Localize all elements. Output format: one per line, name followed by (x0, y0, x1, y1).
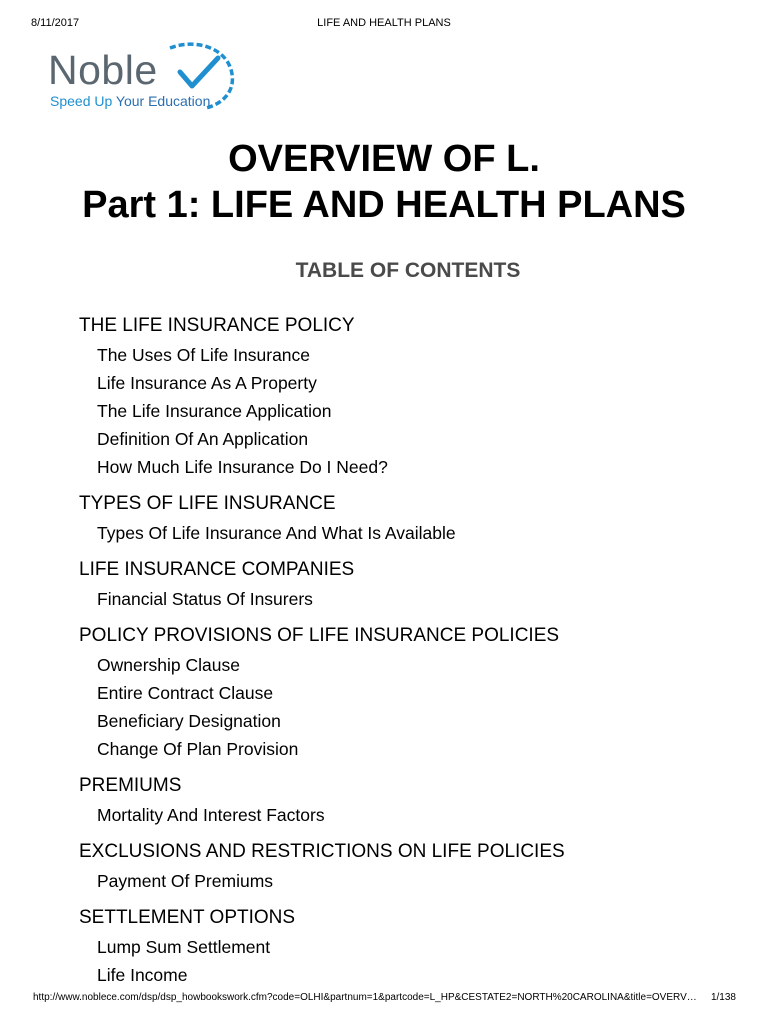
toc-section-link[interactable]: EXCLUSIONS AND RESTRICTIONS ON LIFE POLICIES (79, 841, 565, 862)
toc-item-link[interactable]: The Uses Of Life Insurance (97, 345, 311, 365)
toc-section-link[interactable]: POLICY PROVISIONS OF LIFE INSURANCE POLICIES (79, 625, 560, 646)
toc-heading: TABLE OF CONTENTS (295, 259, 521, 282)
toc-section (79, 555, 739, 613)
page-title (0, 136, 768, 228)
toc-item-link[interactable]: Change Of Plan Provision (97, 739, 299, 759)
toc-item-link[interactable]: Entire Contract Clause (97, 683, 274, 703)
footer-url: http://www.noblece.com/dsp/dsp_howbookswork.cfm?code=OLHI&partnum=1&partcode=L_HP&CESTATE2=NORTH%20CAROLINA&title=OVERV… (33, 992, 697, 1003)
tagline-your-education: Your Education (115, 93, 211, 109)
toc-section (79, 311, 739, 481)
toc-section (79, 489, 739, 547)
toc-item-link[interactable]: Beneficiary Designation (97, 711, 281, 731)
toc-item-link[interactable]: Mortality And Interest Factors (97, 805, 325, 825)
table-of-contents (79, 311, 739, 989)
toc-item-link[interactable]: Lump Sum Settlement (97, 937, 271, 957)
toc-item-link[interactable]: How Much Life Insurance Do I Need? (97, 457, 388, 477)
tagline-speed-up: Speed Up (50, 93, 113, 109)
print-date: 8/11/2017 (31, 17, 80, 29)
toc-section (79, 903, 739, 989)
toc-section-link[interactable]: SETTLEMENT OPTIONS (79, 907, 296, 928)
toc-item-link[interactable]: Ownership Clause (97, 655, 240, 675)
toc-item-link[interactable]: The Life Insurance Application (97, 401, 332, 421)
toc-section-link[interactable]: LIFE INSURANCE COMPANIES (79, 559, 355, 580)
toc-item-link[interactable]: Payment Of Premiums (97, 871, 274, 891)
toc-item-link[interactable]: Financial Status Of Insurers (97, 589, 313, 609)
page-number: 1/138 (710, 992, 736, 1003)
toc-item-link[interactable]: Life Insurance As A Property (97, 373, 317, 393)
toc-section (79, 621, 739, 763)
toc-item-link[interactable]: Definition Of An Application (97, 429, 309, 449)
toc-item-link[interactable]: Types Of Life Insurance And What Is Available (97, 523, 456, 543)
print-doc-title: LIFE AND HEALTH PLANS (317, 17, 451, 29)
logo-tagline (50, 93, 210, 109)
toc-section-link[interactable]: PREMIUMS (79, 775, 182, 796)
title-line-1: OVERVIEW OF L. (228, 138, 540, 180)
logo-wordmark: Noble (48, 47, 158, 93)
print-header (0, 0, 768, 40)
title-line-2: Part 1: LIFE AND HEALTH PLANS (82, 184, 686, 226)
noble-logo[interactable] (48, 42, 238, 114)
toc-item-link[interactable]: Life Income (97, 965, 188, 985)
toc-section (79, 771, 739, 829)
toc-section-link[interactable]: TYPES OF LIFE INSURANCE (79, 493, 336, 514)
toc-section (79, 837, 739, 895)
toc-section-link[interactable]: THE LIFE INSURANCE POLICY (79, 315, 355, 336)
print-footer (0, 990, 768, 1010)
